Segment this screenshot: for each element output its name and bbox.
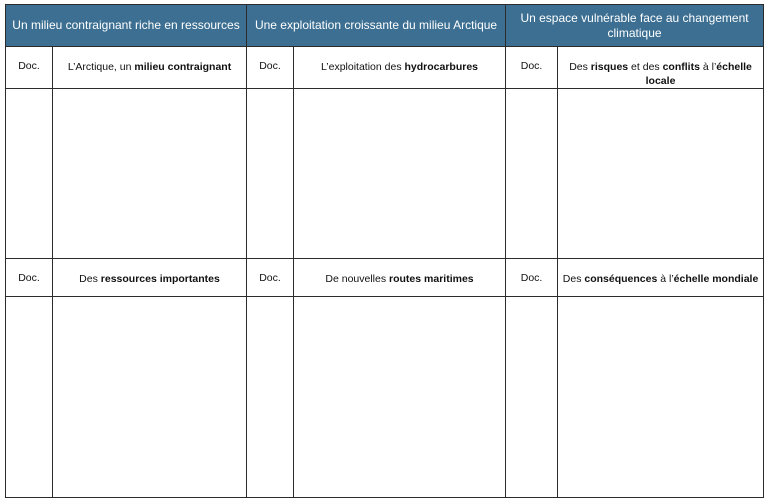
header-exploitation: Une exploitation croissante du milieu Arctique [247, 5, 506, 47]
doc-number-cell[interactable] [247, 89, 294, 259]
answer-cell[interactable] [558, 89, 764, 259]
doc-number-cell[interactable] [247, 297, 294, 498]
doc-label: Doc. [247, 47, 294, 89]
doc-number-cell[interactable] [6, 89, 53, 259]
header-vulnerable: Un espace vulnérable face au changement climatique [506, 5, 764, 47]
doc-number-cell[interactable] [506, 297, 558, 498]
doc-label: Doc. [506, 259, 558, 297]
answer-cell[interactable] [53, 297, 247, 498]
worksheet-table [5, 4, 764, 498]
section-title-consequences: Des conséquences à l’échelle mondiale [558, 259, 764, 297]
doc-number-cell[interactable] [6, 297, 53, 498]
section-title-routes-maritimes: De nouvelles routes maritimes [294, 259, 506, 297]
doc-label: Doc. [247, 259, 294, 297]
answer-cell[interactable] [53, 89, 247, 259]
answer-cell[interactable] [558, 297, 764, 498]
writing-row-2 [6, 297, 764, 498]
answer-cell[interactable] [294, 89, 506, 259]
header-milieu: Un milieu contraignant riche en ressources [6, 5, 247, 47]
writing-row-1 [6, 89, 764, 259]
answer-cell[interactable] [294, 297, 506, 498]
header-row [6, 5, 764, 47]
worksheet-table-container [5, 4, 763, 493]
subheader-row-1 [6, 47, 764, 89]
section-title-risques-conflits: Des risques et des conflits à l’échelle locale [558, 47, 764, 89]
doc-label: Doc. [6, 259, 53, 297]
section-title-hydrocarbures: L’exploitation des hydrocarbures [294, 47, 506, 89]
section-title-milieu-contraignant: L’Arctique, un milieu contraignant [53, 47, 247, 89]
section-title-ressources: Des ressources importantes [53, 259, 247, 297]
doc-label: Doc. [506, 47, 558, 89]
doc-number-cell[interactable] [506, 89, 558, 259]
subheader-row-2 [6, 259, 764, 297]
doc-label: Doc. [6, 47, 53, 89]
